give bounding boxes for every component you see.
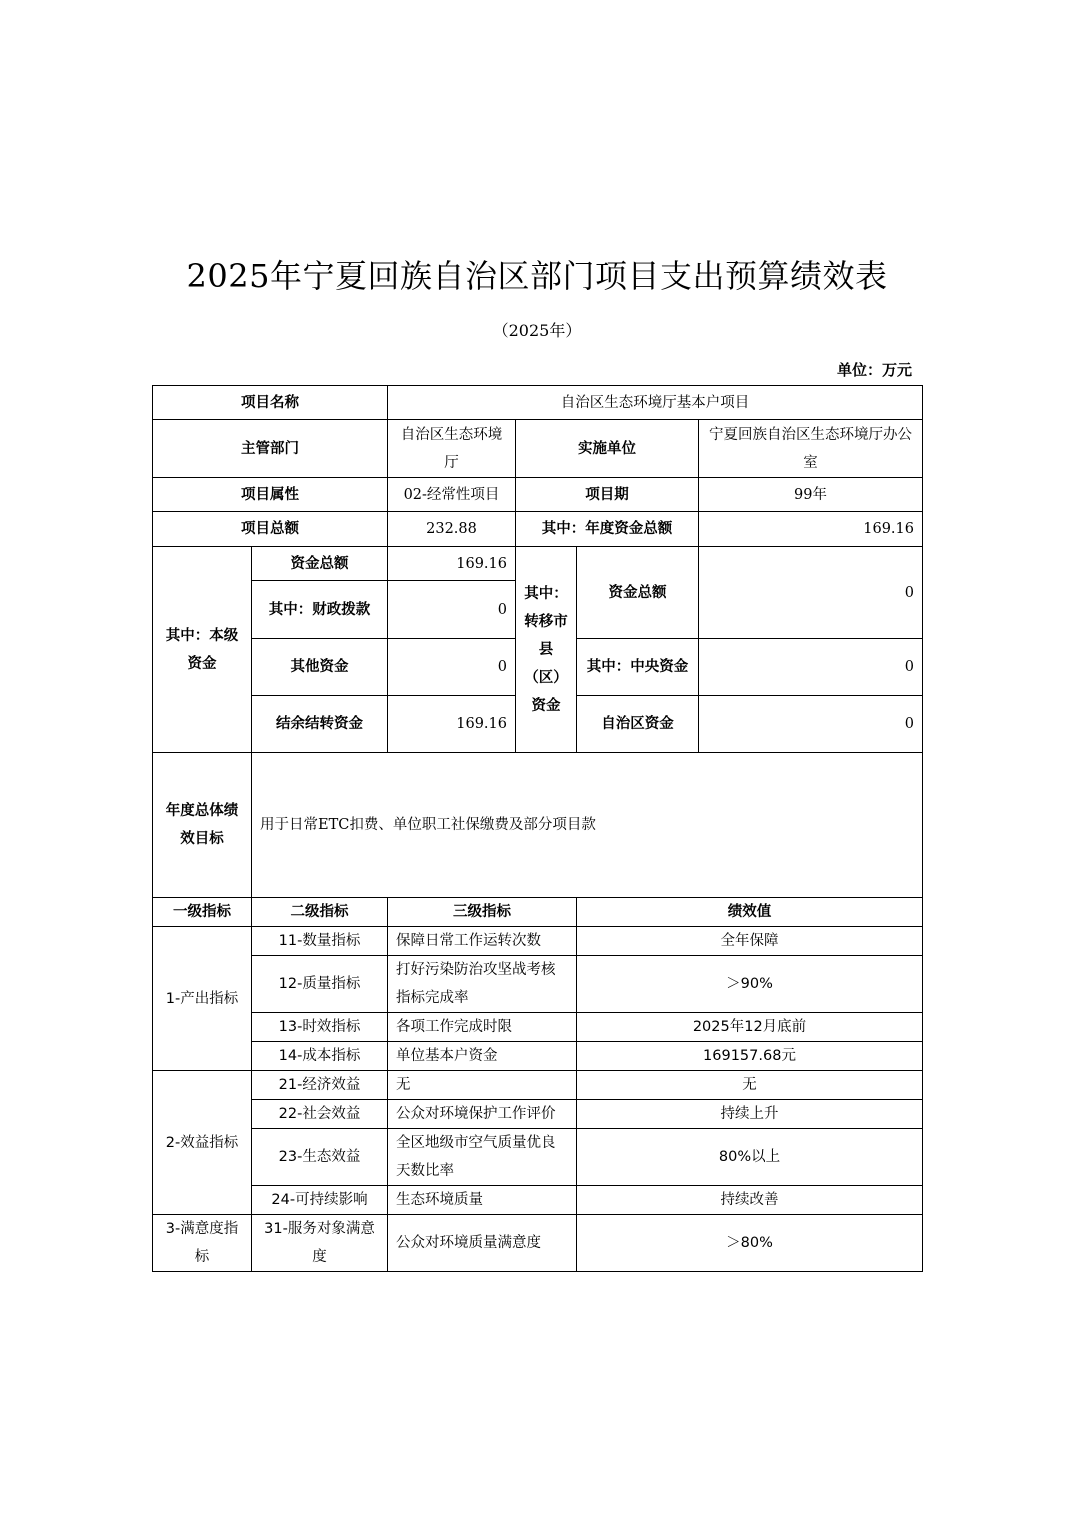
level3-cell: 公众对环境质量满意度 (388, 1215, 577, 1272)
header-level3: 三级指标 (388, 898, 577, 927)
impl-value: 宁夏回族自治区生态环境厅办公室 (699, 420, 923, 478)
level2-cell: 14-成本指标 (252, 1042, 388, 1071)
region-funds-value: 0 (699, 696, 923, 753)
level3-cell: 无 (388, 1071, 577, 1100)
dept-label: 主管部门 (153, 420, 388, 478)
value-cell: 持续上升 (577, 1100, 923, 1129)
level3-cell: 打好污染防治攻坚战考核指标完成率 (388, 956, 577, 1013)
local-total-label: 资金总额 (252, 547, 388, 581)
goal-label: 年度总体绩效目标 (153, 753, 252, 898)
table-row (153, 927, 923, 956)
page-subtitle: （2025年） (492, 321, 582, 340)
impl-label: 实施单位 (516, 420, 699, 478)
level2-cell: 24-可持续影响 (252, 1186, 388, 1215)
page-title: 2025年宁夏回族自治区部门项目支出预算绩效表 (186, 257, 888, 295)
table-row (153, 956, 923, 1013)
level2-cell: 12-质量指标 (252, 956, 388, 1013)
annual-label: 其中：年度资金总额 (516, 512, 699, 547)
level1-satisfaction: 3-满意度指标 (153, 1215, 252, 1272)
transfer-total-value: 0 (699, 547, 923, 639)
table-row (153, 1071, 923, 1100)
header-value: 绩效值 (577, 898, 923, 927)
carry-over-value: 169.16 (388, 696, 516, 753)
total-label: 项目总额 (153, 512, 388, 547)
level3-cell: 全区地级市空气质量优良天数比率 (388, 1129, 577, 1186)
level2-cell: 21-经济效益 (252, 1071, 388, 1100)
value-cell: ＞90% (577, 956, 923, 1013)
goal-text: 用于日常ETC扣费、单位职工社保缴费及部分项目款 (252, 753, 923, 898)
attr-value: 02-经常性项目 (388, 478, 516, 512)
level2-cell: 11-数量指标 (252, 927, 388, 956)
period-label: 项目期 (516, 478, 699, 512)
value-cell: ＞80% (577, 1215, 923, 1272)
unit-label: 单位：万元 (836, 361, 912, 379)
level3-cell: 保障日常工作运转次数 (388, 927, 577, 956)
level3-cell: 生态环境质量 (388, 1186, 577, 1215)
level1-output: 1-产出指标 (153, 927, 252, 1071)
value-cell: 全年保障 (577, 927, 923, 956)
total-value: 232.88 (388, 512, 516, 547)
table-row (153, 1215, 923, 1272)
local-funds-label: 其中：本级资金 (153, 547, 252, 753)
budget-performance-table (152, 385, 923, 1272)
level3-cell: 各项工作完成时限 (388, 1013, 577, 1042)
fiscal-value: 0 (388, 581, 516, 639)
fiscal-label: 其中：财政拨款 (252, 581, 388, 639)
table-row (153, 1100, 923, 1129)
project-name-label: 项目名称 (153, 386, 388, 420)
dept-value: 自治区生态环境厅 (388, 420, 516, 478)
header-level1: 一级指标 (153, 898, 252, 927)
table-row (153, 1013, 923, 1042)
level1-benefit: 2-效益指标 (153, 1071, 252, 1215)
transfer-funds-label: 其中：转移市县（区）资金 (516, 547, 577, 753)
value-cell: 无 (577, 1071, 923, 1100)
period-value: 99年 (699, 478, 923, 512)
value-cell: 169157.68元 (577, 1042, 923, 1071)
table-row (153, 1042, 923, 1071)
annual-value: 169.16 (699, 512, 923, 547)
other-funds-value: 0 (388, 639, 516, 696)
other-funds-label: 其他资金 (252, 639, 388, 696)
value-cell: 2025年12月底前 (577, 1013, 923, 1042)
level3-cell: 单位基本户资金 (388, 1042, 577, 1071)
central-funds-value: 0 (699, 639, 923, 696)
table-row (153, 1129, 923, 1186)
local-total-value: 169.16 (388, 547, 516, 581)
level2-cell: 23-生态效益 (252, 1129, 388, 1186)
table-row (153, 1186, 923, 1215)
value-cell: 持续改善 (577, 1186, 923, 1215)
level2-cell: 22-社会效益 (252, 1100, 388, 1129)
value-cell: 80%以上 (577, 1129, 923, 1186)
transfer-total-label: 资金总额 (577, 547, 699, 639)
central-funds-label: 其中：中央资金 (577, 639, 699, 696)
level2-cell: 13-时效指标 (252, 1013, 388, 1042)
project-name-value: 自治区生态环境厅基本户项目 (388, 386, 923, 420)
level2-cell: 31-服务对象满意度 (252, 1215, 388, 1272)
region-funds-label: 自治区资金 (577, 696, 699, 753)
carry-over-label: 结余结转资金 (252, 696, 388, 753)
level3-cell: 公众对环境保护工作评价 (388, 1100, 577, 1129)
header-level2: 二级指标 (252, 898, 388, 927)
attr-label: 项目属性 (153, 478, 388, 512)
